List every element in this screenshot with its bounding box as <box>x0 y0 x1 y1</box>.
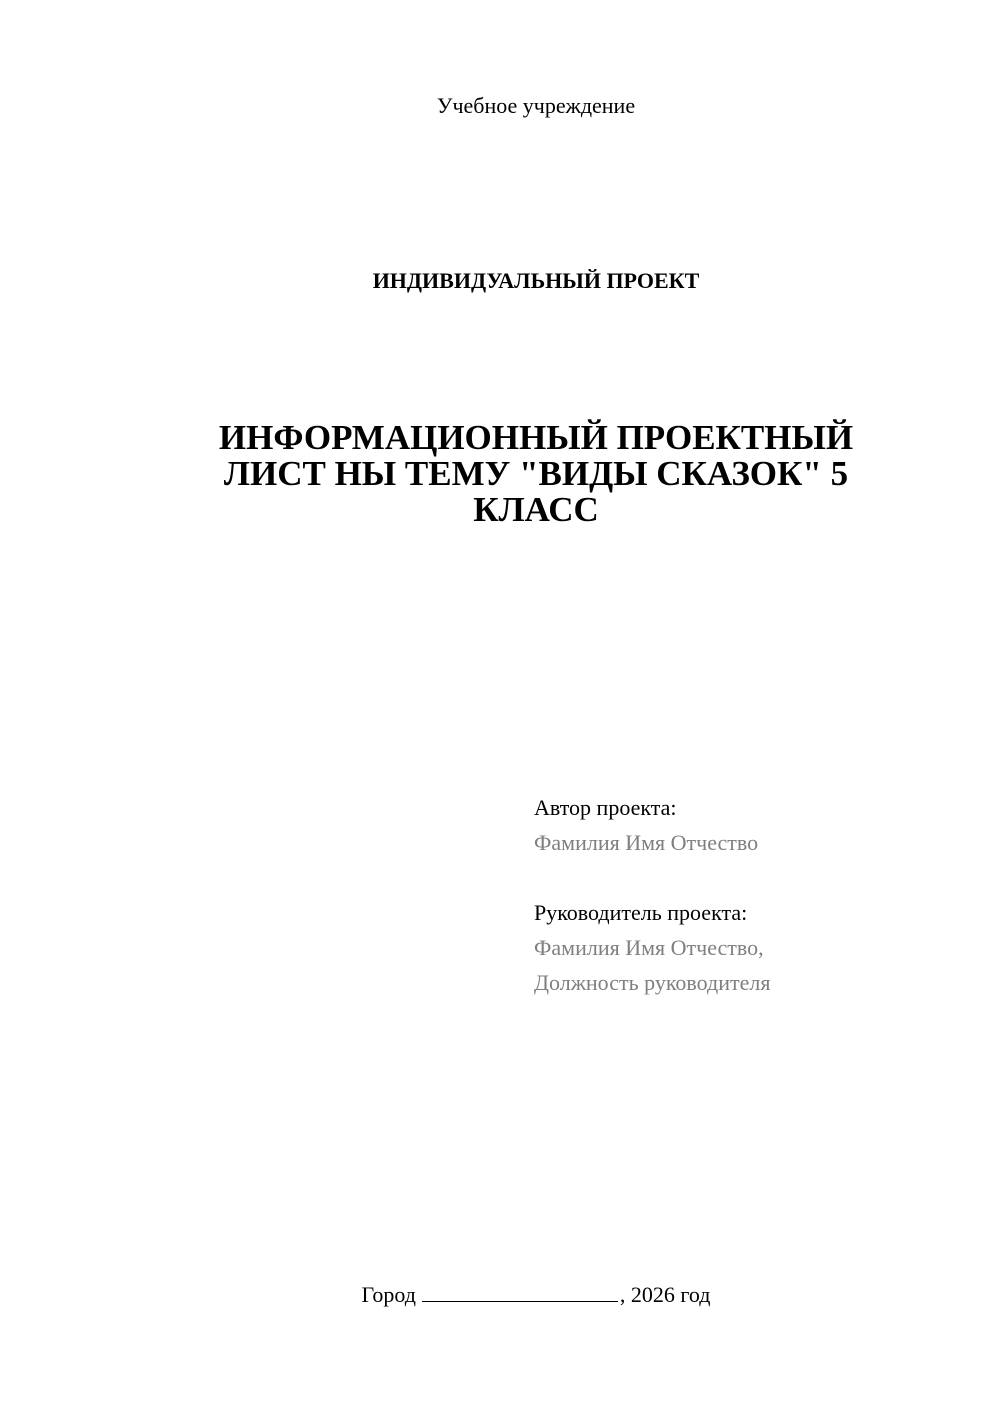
supervisor-label: Руководитель проекта: <box>534 900 748 925</box>
supervisor-position: Должность руководителя <box>534 970 771 995</box>
project-title-line-2: ЛИСТ НЫ ТЕМУ "ВИДЫ СКАЗОК" 5 <box>223 454 849 493</box>
year-text: , 2026 год <box>619 1282 711 1307</box>
city-year-footer <box>286 1280 786 1310</box>
city-label: Город <box>361 1282 416 1307</box>
author-name: Фамилия Имя Отчество <box>534 830 759 855</box>
author-label: Автор проекта: <box>534 795 677 820</box>
city-blank-line <box>422 1281 618 1302</box>
project-title-line-3: КЛАСС <box>473 490 599 529</box>
project-title-line-1: ИНФОРМАЦИОННЫЙ ПРОЕКТНЫЙ <box>218 418 854 457</box>
credits-spacer <box>534 860 974 895</box>
supervisor-name: Фамилия Имя Отчество, <box>534 935 764 960</box>
document-type: ИНДИВИДУАЛЬНЫЙ ПРОЕКТ <box>372 268 700 293</box>
institution-name: Учебное учреждение <box>436 93 636 118</box>
credits-block <box>534 790 974 1000</box>
project-title <box>150 420 922 528</box>
